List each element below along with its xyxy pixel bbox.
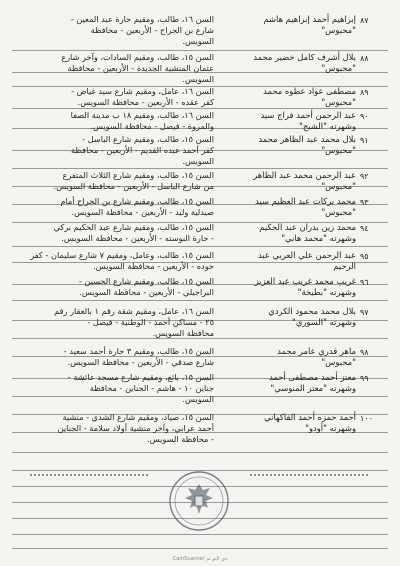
nickname: "محبوس" — [321, 145, 356, 155]
address-line: السويس. — [182, 74, 214, 84]
nickname: "محبوس" — [321, 357, 356, 367]
address-block — [14, 412, 214, 445]
address-block — [14, 134, 214, 167]
address-line: السن ١٦، عامل، ومقيم شارع سيد غياض - — [71, 86, 214, 96]
address-line: السن ١٦، طالب، ومقيم حارة عبد المعين - — [70, 14, 214, 24]
scanner-watermark: CamScanner ذي النو تم — [172, 556, 228, 562]
entry-number: ٩٢ — [360, 172, 369, 181]
entry-number: ٩٦ — [360, 278, 369, 287]
address-line: - محافظة السويس. — [147, 434, 214, 444]
defendant-name — [216, 222, 356, 244]
address-line: السن ١٥، طالب، ومقيم شارع الثلاث المتفرع — [62, 170, 214, 180]
name-text: إبراهيم أحمد إبراهيم هاشم — [263, 14, 356, 24]
ruled-line — [12, 548, 388, 549]
ink-stroke — [30, 474, 150, 476]
defendant-name — [216, 346, 356, 368]
address-block — [14, 346, 214, 368]
nickname: وشهرته "أودو" — [305, 423, 356, 433]
nickname: "محبوس" — [321, 25, 356, 35]
address-line: السن ١٥، صياد، ومقيم شارع الشدي - منشية — [62, 412, 214, 422]
defendant-name — [216, 170, 356, 192]
defendant-name — [216, 276, 356, 298]
entry-number: ٨٩ — [360, 88, 369, 97]
address-line: السن ١٥، طالب، وعامل، ومقيم ٧ شارع سليمان - كفر — [30, 250, 214, 260]
name-text: بلال محمد عبد الظاهر محمد — [258, 134, 356, 144]
address-block — [14, 196, 214, 218]
address-block — [14, 110, 214, 132]
name-text: عبد الرحمن علي العربي عبد — [258, 250, 356, 260]
ruled-line — [12, 300, 388, 301]
defendant-name — [216, 52, 356, 74]
address-block — [14, 250, 214, 272]
name-text: غريب محمد غريب عبد العزيز — [254, 276, 356, 286]
address-line: السويس. — [182, 156, 214, 166]
entry-number: ٩٨ — [360, 348, 369, 357]
name-text: ماهر قدري عامر محمد — [277, 346, 356, 356]
nickname: وشهرته "محمد هاني" — [281, 233, 356, 243]
address-line: السويس. — [182, 394, 214, 404]
ruled-line — [12, 168, 388, 169]
address-block — [14, 14, 214, 47]
entry-number: ٩٥ — [360, 252, 369, 261]
nickname: وشهرته "معتز المنوسي" — [270, 383, 356, 393]
name-text: محمد بركات عبد العظيم سيد — [255, 196, 356, 206]
entry-number: ١٠٠ — [360, 414, 373, 423]
address-line: محافظة السويس. — [152, 328, 214, 338]
nickname: "محبوس" — [321, 97, 356, 107]
address-line: شارع بن الجراح - الأربعين - محافظة — [90, 25, 214, 35]
address-line: السن ١٥، طالب، ومقيم شارع عبد الحكيم بركي — [53, 222, 214, 232]
nickname: "محبوس" — [321, 63, 356, 73]
address-line: - حارة البوسته - الأربعين - محافظة السويس. — [61, 233, 214, 243]
entry-number: ٩٤ — [360, 224, 369, 233]
ruled-line — [12, 50, 388, 51]
address-line: شارع صدقي - الأربعين - محافظة السويس. — [67, 357, 214, 367]
defendant-name — [216, 250, 356, 272]
nickname: وشهرته "الشبح" — [298, 121, 356, 131]
name-text: عبد الرحمن أحمد فراج سيد — [260, 110, 356, 120]
entry-number: ٩٧ — [360, 308, 369, 317]
address-line: عثمان المنشية الجديدة - الأربعين - محافظة — [67, 63, 214, 73]
name-text: بلال محمد محمود الكردي — [268, 306, 356, 316]
ruled-line — [12, 108, 388, 109]
name-text: معتز أحمد مصطفى أحمد — [269, 372, 356, 382]
ink-stroke — [250, 474, 370, 476]
defendant-name — [216, 196, 356, 218]
defendant-name — [216, 110, 356, 132]
defendant-name — [216, 372, 356, 394]
address-block — [14, 306, 214, 339]
address-block — [14, 52, 214, 85]
address-line: السن ١٥، طالب، ومقيم السادات، وآخر شارع — [61, 52, 214, 62]
defendant-name — [216, 134, 356, 156]
address-line: البراجيلي - الأربعين - محافظة السويس. — [79, 287, 214, 297]
address-line: السويس. — [182, 36, 214, 46]
eagle-seal-icon — [168, 470, 230, 532]
name-text: بلال أشرف كامل خضير محمد — [253, 52, 356, 62]
address-block — [14, 222, 214, 244]
address-line: كفر عقده - الأربعين - محافظة السويس. — [77, 97, 214, 107]
name-text: محمد زين بدران عبد الحكيم — [259, 222, 356, 232]
entry-number: ٩٩ — [360, 374, 369, 383]
nickname: "محبوس" — [321, 207, 356, 217]
address-block — [14, 170, 214, 192]
entry-number: ٩٣ — [360, 198, 369, 207]
entry-number: ٩١ — [360, 136, 369, 145]
address-line: السن ١٦، طالب، ومقيم ١٨ ب مدينة الصفا — [70, 110, 214, 120]
nickname: "محبوس" — [321, 181, 356, 191]
defendant-name — [216, 306, 356, 328]
address-line: السن ١٥، طالب، ومقيم شارع الحسين - — [78, 276, 214, 286]
address-line: جناين ١٠ - هاشم - الجناين - محافظة — [89, 383, 214, 393]
entry-number: ٨٨ — [360, 54, 369, 63]
address-line: السن ١٥، طالب، ومقيم ٣ حارة أحمد سعيد - — [63, 346, 214, 356]
defendant-name — [216, 14, 356, 36]
address-line: صيدلية وليد - الأربعين - محافظة السويس. — [71, 207, 214, 217]
address-block — [14, 276, 214, 298]
address-line: حوده - الأربعين - محافظة السويس. — [93, 261, 214, 271]
name-text: أحمد حمزه أحمد الفاكهاني — [264, 412, 356, 422]
ruled-line — [12, 452, 388, 453]
name-text: عبد الرحمن محمد عبد الظاهر — [253, 170, 356, 180]
address-line: والمروة - فيصل - محافظة السويس. — [90, 121, 214, 131]
address-line: السن ١٥، طالب، ومقيم شارع الباسل - — [82, 134, 214, 144]
defendant-name — [216, 412, 356, 434]
nickname: الرحيم — [333, 261, 356, 271]
address-line: أحمد عرابي، وآخر منشية أولاد سلامة - الجناين — [57, 423, 214, 433]
address-line: السن ١٥، بائع، ومقيم شارع مسجد عائشة - — [67, 372, 214, 382]
address-block — [14, 86, 214, 108]
address-line: كفر أحمد عبده القديم - الأربعين - محافظة — [71, 145, 214, 155]
address-line: السن ١٦، عامل، ومقيم شقة رقم ١ بالعقار رقم — [54, 306, 214, 316]
address-block — [14, 372, 214, 405]
ruled-line — [12, 534, 388, 535]
entry-number: ٩٠ — [360, 112, 369, 121]
defendant-name — [216, 86, 356, 108]
name-text: مصطفى عواد عطوه محمد — [263, 86, 356, 96]
entry-number: ٨٧ — [360, 16, 369, 25]
address-line: ٢٥ - مساكن أحمد - الوطنية - فيصل - — [87, 317, 214, 327]
nickname: وشهرته "بطيخة" — [297, 287, 356, 297]
ruled-line — [12, 246, 388, 247]
nickname: وشهرته "السوري" — [291, 317, 356, 327]
address-line: السن ١٥، طالب، ومقيم شارع بن الجراح أمام — [60, 196, 214, 206]
address-line: من شارع الباسل - الأربعين - محافظة السويس. — [53, 181, 214, 191]
